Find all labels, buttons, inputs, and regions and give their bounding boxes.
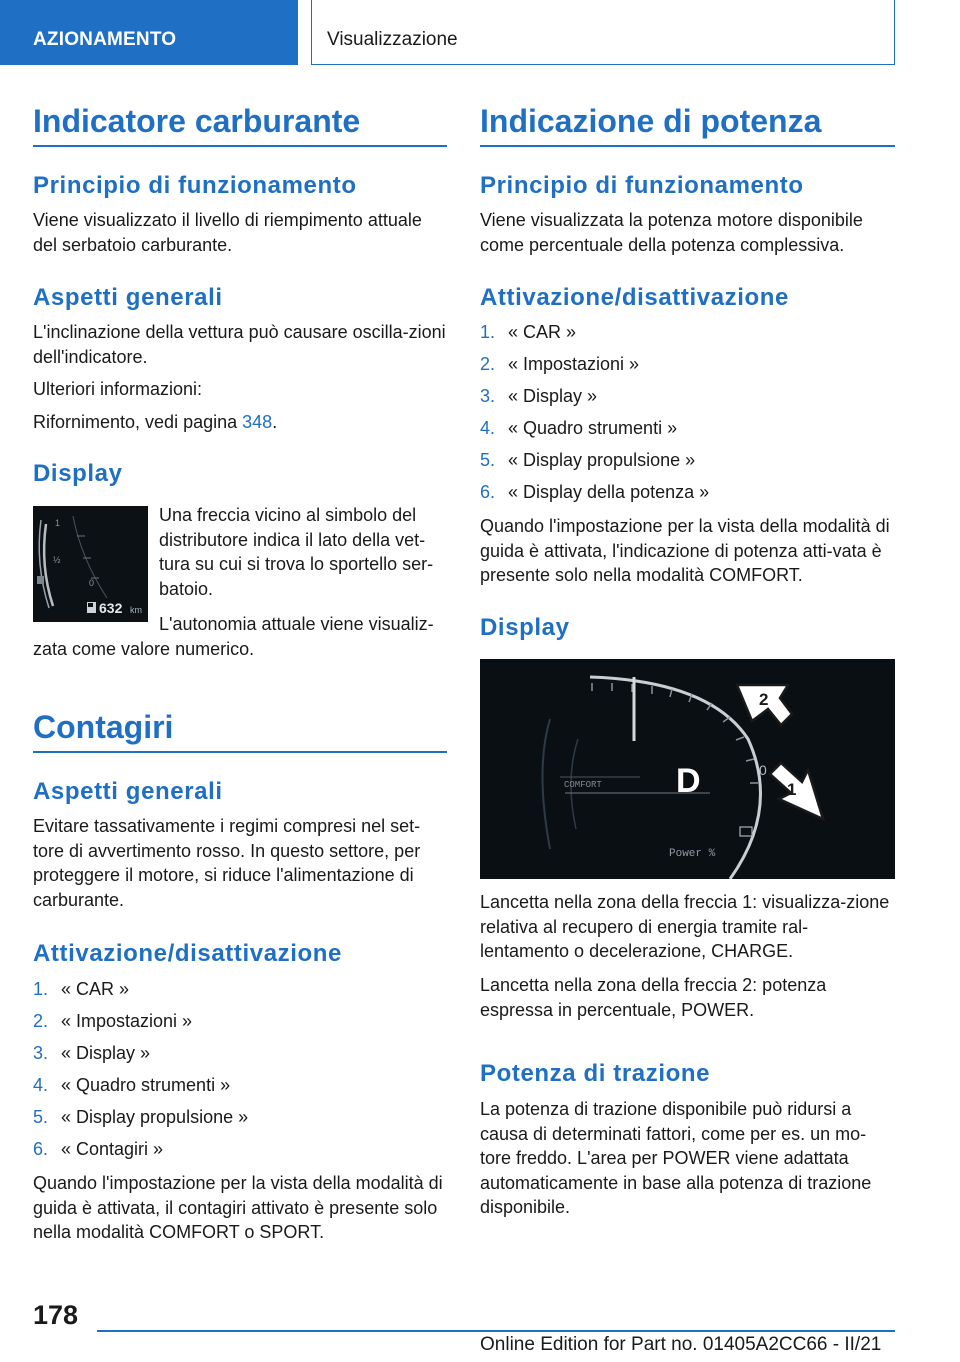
- page-number: 178: [33, 1300, 79, 1330]
- topic-label: Visualizzazione: [327, 29, 458, 50]
- step-text: « Display »: [61, 1043, 151, 1063]
- power-note: Quando l'impostazione per la vista della modalità di guida è attivata, l'indicazione di potenza atti-vata è presente solo nella modalità COMFORT.: [480, 516, 890, 585]
- arrow-1-label: 1: [787, 780, 797, 799]
- topic-box: [311, 0, 895, 65]
- step-number: 5.: [480, 450, 496, 470]
- gear-indicator: D: [676, 762, 701, 800]
- step-number: 2.: [33, 1011, 49, 1031]
- arrow-1-text: Lancetta nella zona della freccia 1: visualizza-zione relativa al recupero di energia tramite ral-lentamento o decelerazione, CHARGE.: [480, 892, 890, 961]
- arrow-2-text: Lancetta nella zona della freccia 2: potenza espressa in percentuale, POWER.: [480, 975, 827, 1020]
- power-percent-label: Power %: [669, 848, 716, 860]
- range-value: 632: [99, 600, 123, 616]
- step-number: 6.: [33, 1139, 49, 1159]
- fuel-principle-text: Viene visualizzato il livello di riempimento attuale del serbatoio carburante.: [33, 210, 422, 255]
- step-text: « Impostazioni »: [508, 354, 640, 374]
- fuel-display-heading: Display: [33, 460, 123, 487]
- range-unit: km: [130, 605, 142, 615]
- tacho-activation-heading: Attivazione/disattivazione: [33, 940, 342, 967]
- refuel-period: .: [272, 412, 278, 432]
- step-number: 4.: [33, 1075, 49, 1095]
- refuel-text: Rifornimento, vedi pagina: [33, 412, 238, 432]
- power-title: Indicazione di potenza: [480, 103, 822, 139]
- scale-zero-label: 0: [89, 578, 95, 588]
- title-rule: [480, 145, 895, 147]
- fuel-range-text: L'autonomia attuale viene visualiz-zata come valore numerico.: [33, 614, 434, 659]
- more-info-label: Ulteriori informazioni:: [33, 379, 203, 399]
- section-tab: [0, 0, 298, 65]
- step-number: 4.: [480, 418, 496, 438]
- fuel-general-text: L'inclinazione della vettura può causare oscilla-zioni dell'indicatore.: [33, 322, 446, 367]
- scale-half-label: ½: [53, 555, 61, 565]
- fuel-gauge-title: Indicatore carburante: [33, 103, 361, 139]
- step-text: « CAR »: [61, 979, 130, 999]
- tacho-general-text: Evitare tassativamente i regimi compresi nel set-tore di avvertimento rosso. In questo settore, per proteggere il motore, si riduce l'alimentazione di carburante.: [33, 816, 421, 910]
- step-text: « Display della potenza »: [508, 482, 710, 502]
- refuel-page-link[interactable]: 348: [242, 412, 273, 432]
- scale-top-label: 1: [55, 518, 61, 528]
- edition-text: Online Edition for Part no. 01405A2CC66 - II/21: [480, 1334, 882, 1355]
- traction-text: La potenza di trazione disponibile può ridursi a causa di determinati fattori, come per es. un mo-tore freddo. L'area per POWER viene adattata automaticamente in base alla potenza di trazione disponibile.: [480, 1099, 872, 1217]
- fuel-general-heading: Aspetti generali: [33, 284, 223, 311]
- fuel-gauge-figure: [33, 506, 148, 622]
- step-text: « Quadro strumenti »: [61, 1075, 231, 1095]
- power-principle-heading: Principio di funzionamento: [480, 172, 804, 199]
- mode-label: COMFORT: [564, 780, 602, 790]
- traction-heading: Potenza di trazione: [480, 1060, 711, 1087]
- footer-rule: [97, 1330, 895, 1332]
- step-number: 2.: [480, 354, 496, 374]
- step-text: « Display propulsione »: [508, 450, 696, 470]
- step-number: 1.: [480, 322, 496, 342]
- step-number: 5.: [33, 1107, 49, 1127]
- power-principle-text: Viene visualizzata la potenza motore disponibile come percentuale della potenza complessiva.: [480, 210, 863, 255]
- tacho-general-heading: Aspetti generali: [33, 778, 223, 805]
- step-text: « Contagiri »: [61, 1139, 164, 1159]
- title-rule: [33, 751, 447, 753]
- step-number: 6.: [480, 482, 496, 502]
- step-number: 3.: [480, 386, 496, 406]
- step-text: « Impostazioni »: [61, 1011, 193, 1031]
- section-label: AZIONAMENTO: [33, 29, 177, 50]
- step-number: 1.: [33, 979, 49, 999]
- gauge-zero-label: 0: [759, 762, 767, 778]
- small-pump-icon: [37, 576, 44, 584]
- tachometer-title: Contagiri: [33, 709, 174, 745]
- fuel-display-text: Una freccia vicino al simbolo del distributore indica il lato della vet-tura su cui si trova lo sportello ser-batoio.: [159, 505, 434, 599]
- step-text: « CAR »: [508, 322, 577, 342]
- refuel-reference: [33, 410, 447, 435]
- step-text: « Display propulsione »: [61, 1107, 249, 1127]
- power-display-figure: [480, 659, 895, 879]
- step-text: « Display »: [508, 386, 598, 406]
- step-text: « Quadro strumenti »: [508, 418, 678, 438]
- title-rule: [33, 145, 447, 147]
- power-display-heading: Display: [480, 614, 570, 641]
- power-activation-heading: Attivazione/disattivazione: [480, 284, 789, 311]
- step-number: 3.: [33, 1043, 49, 1063]
- fuel-principle-heading: Principio di funzionamento: [33, 172, 357, 199]
- tacho-note: Quando l'impostazione per la vista della modalità di guida è attivata, il contagiri attivato è presente solo nella modalità COMFORT o SPORT.: [33, 1173, 443, 1242]
- arrow-2-label: 2: [759, 690, 769, 709]
